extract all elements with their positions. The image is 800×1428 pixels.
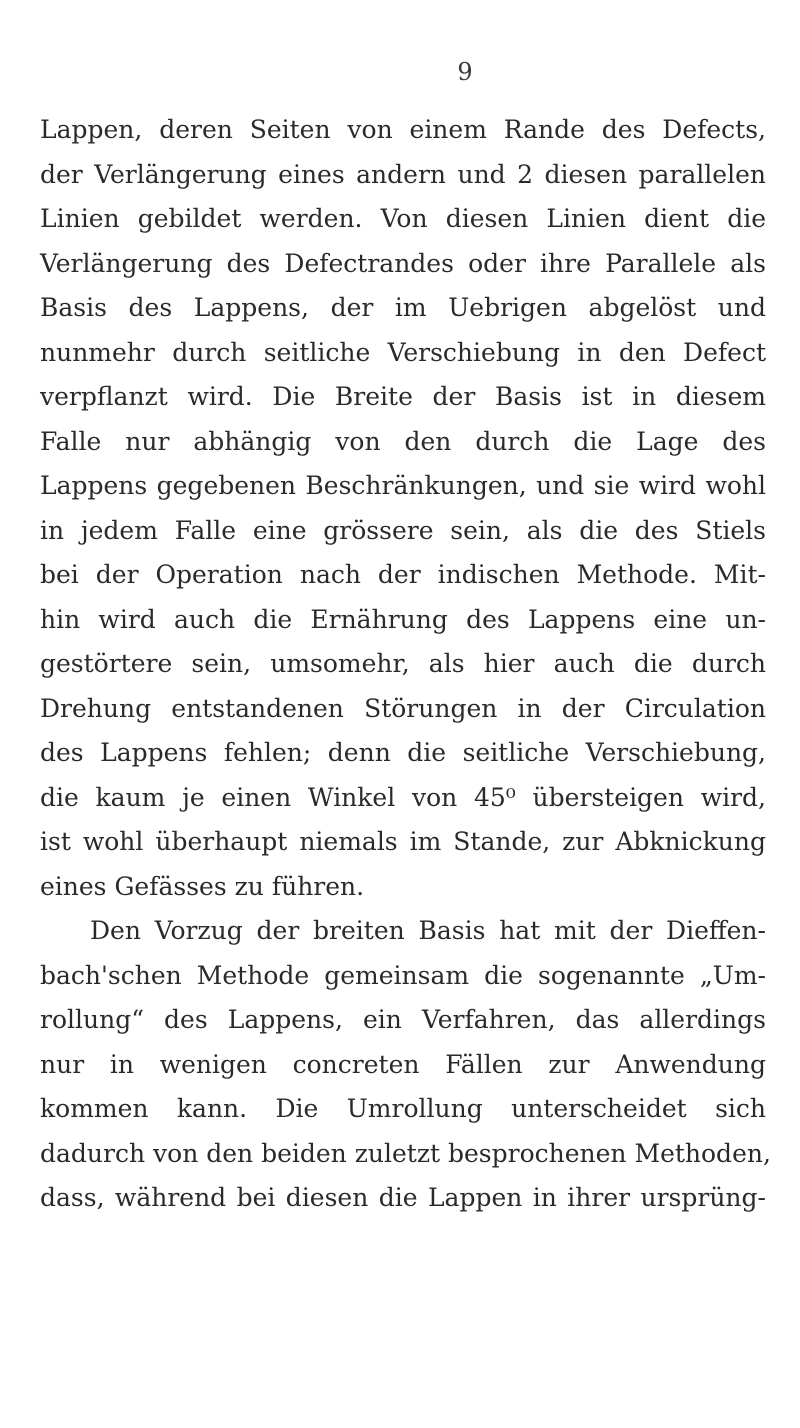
- text-line: Lappen, deren Seiten von einem Rande des Defects,: [40, 115, 766, 144]
- text-line: Drehung entstandenen Störungen in der Circulation: [40, 693, 766, 723]
- text-line: Verlängerung des Defectrandes oder ihre Parallele als: [40, 248, 766, 278]
- text-line: ist wohl überhaupt niemals im Stande, zur Abknickung: [40, 827, 766, 856]
- text-line: kommen kann. Die Umrollung unterscheidet sich: [40, 1094, 766, 1123]
- text-line: nunmehr durch seitliche Verschiebung in den Defect: [40, 337, 766, 367]
- text-line: hin wird auch die Ernährung des Lappens eine un-: [40, 604, 766, 634]
- text-line: dadurch von den beiden zuletzt besprochenen Methoden,: [40, 1138, 771, 1168]
- text-line: verpflanzt wird. Die Breite der Basis ist in diesem: [40, 382, 766, 411]
- text-line: nur in wenigen concreten Fällen zur Anwendung: [40, 1049, 766, 1079]
- text-line: die kaum je einen Winkel von 45⁰ übersteigen wird,: [40, 782, 766, 812]
- text-line: bach'schen Methode gemeinsam die sogenannte „Um-: [40, 960, 766, 990]
- text-line: Basis des Lappens, der im Uebrigen abgelöst und: [40, 293, 766, 322]
- text-line: dass, während bei diesen die Lappen in ihrer ursprüng-: [40, 1183, 766, 1212]
- text-line: bei der Operation nach der indischen Methode. Mit-: [40, 560, 766, 589]
- page-number: 9: [457, 58, 473, 86]
- body-text: [40, 108, 771, 1221]
- text-line-paragraph-end: eines Gefässes zu führen.: [40, 871, 365, 901]
- text-line-paragraph-start: Den Vorzug der breiten Basis hat mit der Dieffen-: [90, 916, 766, 945]
- text-line: in jedem Falle eine grössere sein, als die des Stiels: [40, 515, 766, 545]
- text-line: Falle nur abhängig von den durch die Lage des: [40, 426, 766, 456]
- text-line: rollung“ des Lappens, ein Verfahren, das allerdings: [40, 1005, 766, 1034]
- text-line: gestörtere sein, umsomehr, als hier auch die durch: [40, 649, 766, 678]
- text-line: der Verlängerung eines andern und 2 diesen parallelen: [40, 159, 766, 189]
- text-line: Lappens gegebenen Beschränkungen, und sie wird wohl: [40, 471, 766, 500]
- text-line: des Lappens fehlen; denn die seitliche Verschiebung,: [40, 738, 766, 767]
- text-line: Linien gebildet werden. Von diesen Linien dient die: [40, 204, 766, 233]
